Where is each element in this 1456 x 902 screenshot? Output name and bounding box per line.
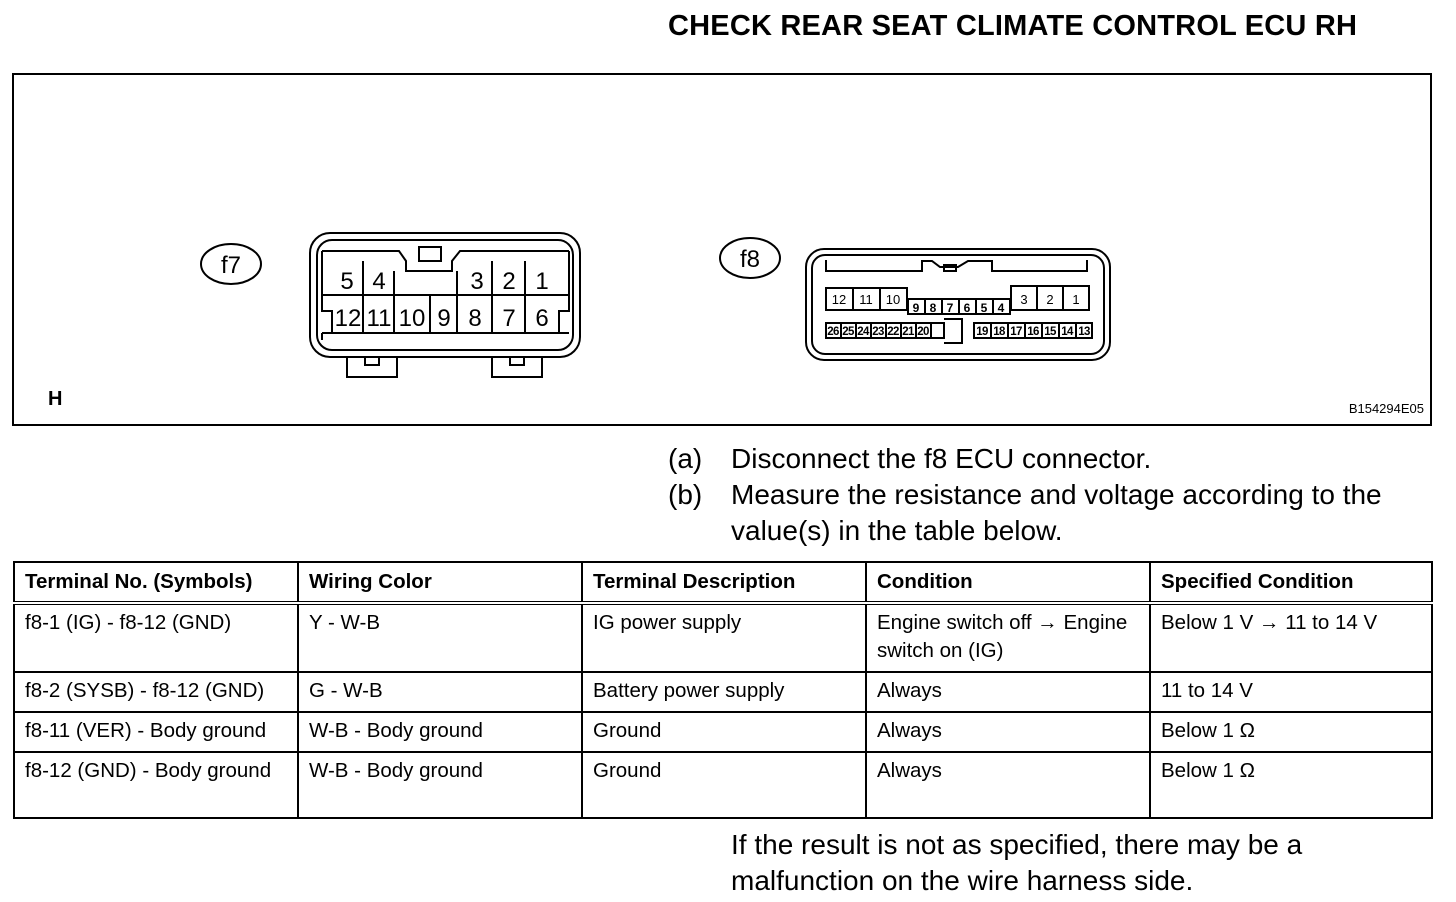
f8-pin: 17 bbox=[1010, 326, 1022, 338]
table-cell: Below 1 Ω bbox=[1150, 712, 1432, 752]
table-cell: f8-12 (GND) - Body ground bbox=[14, 752, 298, 818]
f8-pin: 3 bbox=[1020, 292, 1028, 307]
f7-pin: 7 bbox=[502, 305, 516, 332]
f7-pin: 6 bbox=[535, 305, 549, 332]
table-header-row bbox=[14, 562, 1432, 603]
table-cell: W-B - Body ground bbox=[298, 752, 582, 818]
page-title: CHECK REAR SEAT CLIMATE CONTROL ECU RH bbox=[668, 10, 1358, 42]
specification-table bbox=[13, 561, 1433, 819]
connector-f8 bbox=[806, 249, 1110, 360]
table-cell: Engine switch off → Engine switch on (IG) bbox=[866, 603, 1150, 672]
f7-pin: 3 bbox=[470, 268, 484, 295]
column-header: Terminal No. (Symbols) bbox=[14, 562, 298, 603]
f8-pin: 16 bbox=[1027, 326, 1039, 338]
f8-label: f8 bbox=[739, 246, 761, 273]
f8-pin: 15 bbox=[1044, 326, 1056, 338]
f8-pin: 10 bbox=[885, 292, 901, 307]
f8-pin: 9 bbox=[912, 301, 920, 315]
f8-pin: 8 bbox=[929, 301, 937, 315]
table-row bbox=[14, 752, 1432, 818]
f8-pin: 6 bbox=[963, 301, 971, 315]
f8-pin: 5 bbox=[980, 301, 988, 315]
f8-pin: 24 bbox=[857, 326, 869, 338]
table-row bbox=[14, 603, 1432, 672]
table-cell: Always bbox=[866, 752, 1150, 818]
f7-pin: 8 bbox=[468, 305, 482, 332]
f7-label: f7 bbox=[220, 252, 242, 279]
f8-pin: 26 bbox=[827, 326, 839, 338]
step-text: Measure the resistance and voltage according to the value(s) in the table below. bbox=[731, 479, 1382, 546]
f8-pin: 12 bbox=[831, 292, 847, 307]
table-cell: Battery power supply bbox=[582, 672, 866, 712]
f7-pin: 5 bbox=[340, 268, 354, 295]
f8-pin: 20 bbox=[917, 326, 929, 338]
step-marker: (a) bbox=[668, 443, 703, 474]
table-cell: IG power supply bbox=[582, 603, 866, 672]
f8-pin: 22 bbox=[887, 326, 899, 338]
table-cell: Ground bbox=[582, 712, 866, 752]
table-cell: Y - W-B bbox=[298, 603, 582, 672]
figure-corner-label: H bbox=[48, 388, 63, 410]
column-header: Specified Condition bbox=[1150, 562, 1432, 603]
table-row bbox=[14, 672, 1432, 712]
result-note: If the result is not as specified, there may be a malfunction on the wire harness side. bbox=[731, 829, 1303, 896]
figure-id: B154294E05 bbox=[1348, 401, 1424, 416]
table-cell: f8-1 (IG) - f8-12 (GND) bbox=[14, 603, 298, 672]
step-text: Disconnect the f8 ECU connector. bbox=[731, 443, 1152, 474]
f7-pin: 2 bbox=[502, 268, 516, 295]
table-cell: f8-11 (VER) - Body ground bbox=[14, 712, 298, 752]
table-cell: Always bbox=[866, 712, 1150, 752]
f7-pin: 10 bbox=[398, 305, 426, 332]
f8-pin: 13 bbox=[1078, 326, 1090, 338]
connector-figure bbox=[12, 73, 1432, 426]
table-cell: f8-2 (SYSB) - f8-12 (GND) bbox=[14, 672, 298, 712]
f7-pin: 1 bbox=[535, 268, 549, 295]
column-header: Wiring Color bbox=[298, 562, 582, 603]
f8-pin: 18 bbox=[993, 326, 1005, 338]
column-header: Condition bbox=[866, 562, 1150, 603]
f8-pin: 4 bbox=[997, 301, 1005, 315]
table-cell: G - W-B bbox=[298, 672, 582, 712]
f7-pins bbox=[335, 268, 549, 332]
table-row bbox=[14, 712, 1432, 752]
step-a bbox=[668, 441, 1428, 477]
step-marker: (b) bbox=[668, 479, 703, 510]
f8-pin: 1 bbox=[1072, 292, 1080, 307]
table-cell: Below 1 V → 11 to 14 V bbox=[1150, 603, 1432, 672]
f7-pin: 4 bbox=[372, 268, 386, 295]
table-cell: 11 to 14 V bbox=[1150, 672, 1432, 712]
procedure-steps bbox=[668, 441, 1428, 549]
f8-pin: 21 bbox=[902, 326, 914, 338]
table-cell: Always bbox=[866, 672, 1150, 712]
step-b bbox=[668, 477, 1428, 549]
table-cell: W-B - Body ground bbox=[298, 712, 582, 752]
f8-pin: 19 bbox=[976, 326, 988, 338]
f8-pin: 14 bbox=[1061, 326, 1073, 338]
f7-pin: 9 bbox=[437, 305, 451, 332]
f7-pin: 12 bbox=[334, 305, 362, 332]
column-header: Terminal Description bbox=[582, 562, 866, 603]
f8-pin: 2 bbox=[1046, 292, 1054, 307]
f8-pin: 23 bbox=[872, 326, 884, 338]
f8-pin: 7 bbox=[946, 301, 954, 315]
f7-pin: 11 bbox=[366, 305, 392, 332]
f8-pin: 25 bbox=[842, 326, 854, 338]
connector-diagram bbox=[14, 75, 1430, 424]
f8-pin: 11 bbox=[859, 292, 873, 307]
table-cell: Ground bbox=[582, 752, 866, 818]
table-cell: Below 1 Ω bbox=[1150, 752, 1432, 818]
